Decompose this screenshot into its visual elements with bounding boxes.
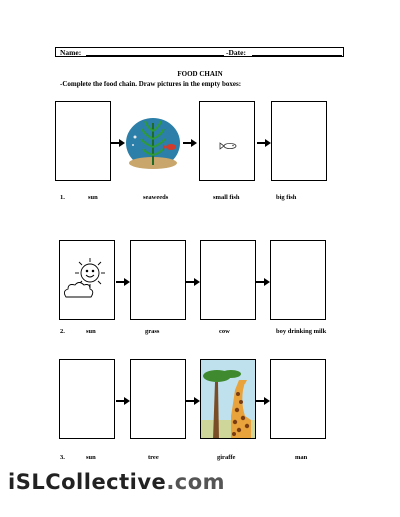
- date-label: -Date:: [226, 48, 246, 57]
- name-label: Name:: [60, 48, 82, 57]
- row2-label-3: cow: [219, 328, 230, 335]
- row1-label-4: big fish: [276, 194, 297, 201]
- sun-cloud-icon: [60, 241, 115, 320]
- row2-box-3[interactable]: [200, 240, 256, 320]
- row3-box-3: [200, 359, 256, 439]
- instructions: -Complete the food chain. Draw pictures in the empty boxes:: [60, 80, 242, 88]
- watermark-main: iSLCollective: [8, 470, 167, 494]
- row1-arrow-3: [257, 139, 271, 147]
- row1-label-3: small fish: [213, 194, 240, 201]
- row2-box-2[interactable]: [130, 240, 186, 320]
- small-fish-icon: [200, 102, 255, 181]
- row1-label-2: seaweeds: [143, 194, 169, 201]
- row2-label-2: grass: [145, 328, 160, 335]
- row3-arrow-3: [256, 397, 270, 405]
- row2-arrow-3: [256, 278, 270, 286]
- row2-number: 2.: [60, 328, 65, 335]
- worksheet-title: FOOD CHAIN: [177, 70, 223, 78]
- name-date-bar: [55, 47, 344, 57]
- row3-label-3: giraffe: [217, 454, 236, 461]
- row1-box-1[interactable]: [55, 101, 111, 181]
- row3-label-2: tree: [148, 454, 159, 461]
- row2-label-1: sun: [86, 328, 96, 335]
- row2-box-1: [59, 240, 115, 320]
- row1-box-3: [199, 101, 255, 181]
- row1-box-2: [125, 101, 181, 181]
- row3-label-1: sun: [86, 454, 96, 461]
- date-blank-line[interactable]: [252, 55, 342, 56]
- name-blank-line[interactable]: [86, 55, 224, 56]
- row3-box-2[interactable]: [130, 359, 186, 439]
- row2-box-4[interactable]: [270, 240, 326, 320]
- giraffe-tree-icon: [201, 360, 256, 439]
- row2-arrow-1: [116, 278, 130, 286]
- seaweed-scene-icon: [125, 101, 181, 181]
- row2-label-4: boy drinking milk: [276, 328, 327, 335]
- row2-arrow-2: [186, 278, 200, 286]
- row1-box-4[interactable]: [271, 101, 327, 181]
- row1-number: 1.: [60, 194, 65, 201]
- watermark: [8, 470, 225, 494]
- row3-box-1[interactable]: [59, 359, 115, 439]
- row1-label-1: sun: [88, 194, 98, 201]
- row3-arrow-1: [116, 397, 130, 405]
- row3-box-4[interactable]: [270, 359, 326, 439]
- row3-arrow-2: [186, 397, 200, 405]
- row3-label-4: man: [295, 454, 308, 461]
- row1-arrow-1: [111, 139, 125, 147]
- row1-arrow-2: [183, 139, 197, 147]
- watermark-ext: .com: [166, 470, 226, 494]
- row3-number: 3.: [60, 454, 65, 461]
